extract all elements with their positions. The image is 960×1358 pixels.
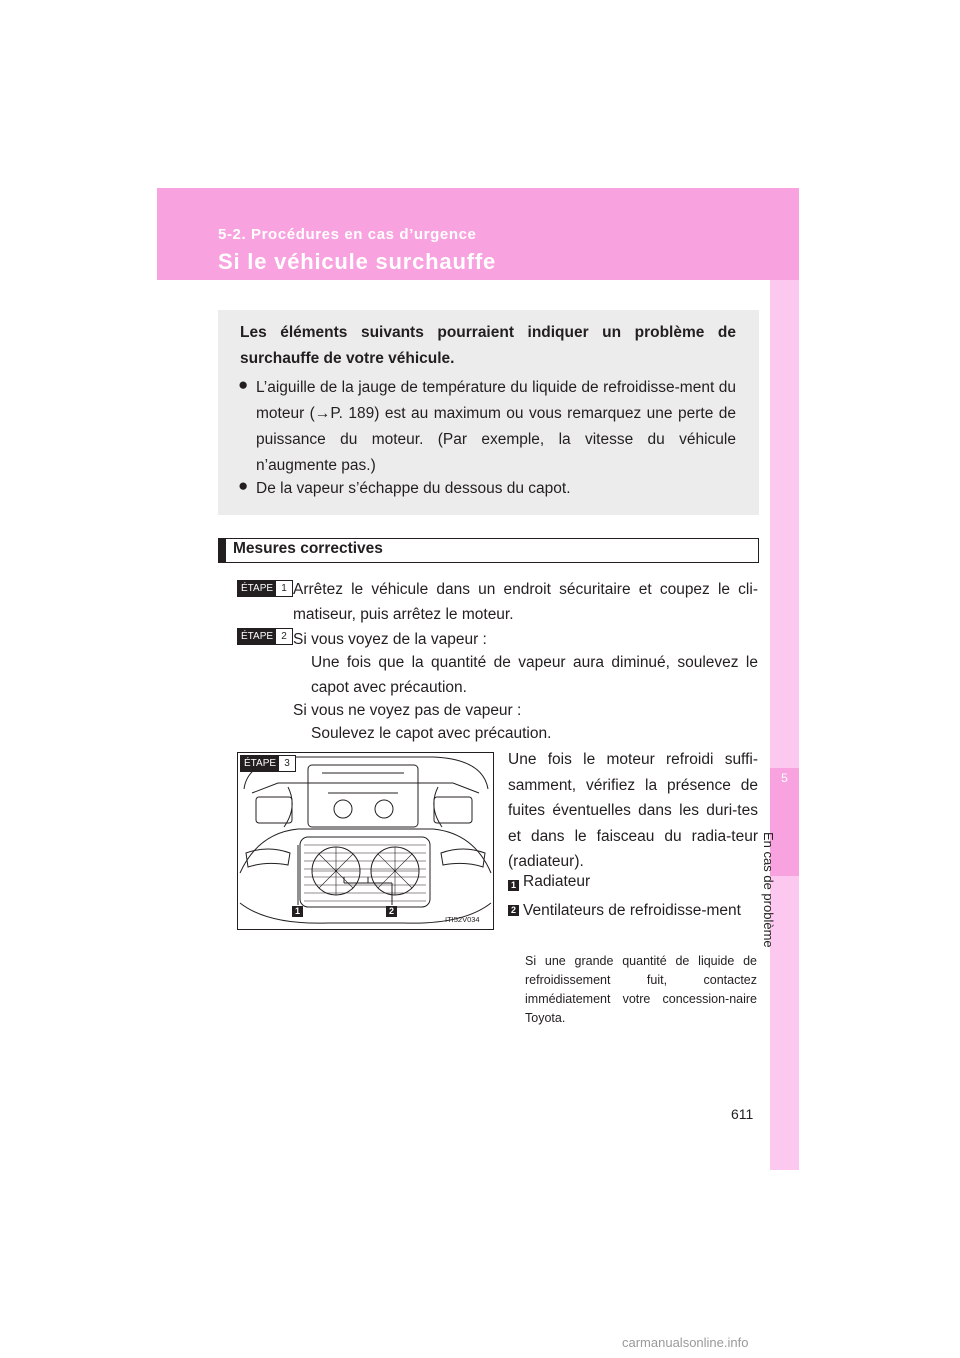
- side-tab: [770, 280, 799, 1170]
- watermark: carmanualsonline.info: [622, 1335, 749, 1350]
- note-text: Si une grande quantité de liquide de refroidissement fuit, contactez immédiatement votre concession-naire Toyota.: [525, 954, 757, 1025]
- info-intro: Les éléments suivants pourraient indiquer un problème de surchauffe de votre véhicule.: [240, 324, 736, 367]
- page-number: 611: [731, 1106, 754, 1122]
- step-badge-2: [237, 628, 293, 645]
- figure-code: ITI52V034: [445, 915, 480, 924]
- step-label: ÉTAPE: [238, 581, 276, 596]
- step-label: ÉTAPE: [238, 629, 276, 644]
- step-number: 1: [276, 581, 292, 596]
- step-badge-3: [240, 755, 296, 772]
- page-title: Si le véhicule surchauffe: [218, 249, 496, 274]
- step-2-if-vapor-action: Une fois que la quantité de vapeur aura diminué, soulevez le capot avec précaution.: [311, 654, 758, 696]
- legend-item-1: Radiateur: [523, 873, 591, 890]
- step-badge-1: [237, 580, 293, 597]
- callout-2: 2: [386, 906, 397, 917]
- step-2-if-no-vapor: Si vous ne voyez pas de vapeur :: [293, 702, 522, 719]
- engine-bay-drawing: [238, 753, 493, 929]
- step-number: 2: [276, 629, 292, 644]
- step-1-text: Arrêtez le véhicule dans un endroit sécuritaire et coupez le cli-matiseur, puis arrêtez le moteur.: [293, 581, 758, 623]
- legend-number-2: 2: [508, 905, 519, 916]
- engine-bay-illustration: [237, 752, 494, 930]
- subheading-title: Mesures correctives: [233, 540, 383, 557]
- bullet-icon: ●: [238, 476, 249, 495]
- chapter-number: 5: [781, 771, 788, 785]
- step-2-if-vapor: Si vous voyez de la vapeur :: [293, 631, 487, 648]
- step-2-if-no-vapor-action: Soulevez le capot avec précaution.: [311, 725, 552, 742]
- subheading-bar: [218, 538, 226, 563]
- info-bullet-2: De la vapeur s’échappe du dessous du capot.: [256, 480, 571, 497]
- bullet-icon: ●: [238, 375, 249, 394]
- info-bullet-1: L’aiguille de la jauge de température du liquide de refroidisse-ment du moteur (→P. 189) est au maximum ou vous remarquez une perte de puissance du moteur. (Par exemple, la vitesse du véhicule n’augmente pas.): [256, 379, 736, 474]
- step-3-text: Une fois le moteur refroidi suffi-samment, vérifiez la présence de fuites éventuelles dans les duri-tes et dans le faisceau du radia-teur (radiateur).: [508, 751, 758, 870]
- section-label: 5-2. Procédures en cas d’urgence: [218, 226, 477, 243]
- callout-1: 1: [292, 906, 303, 917]
- chapter-label: En cas de problème: [761, 832, 776, 948]
- legend-number-1: 1: [508, 880, 519, 891]
- legend-item-2: Ventilateurs de refroidisse-ment: [523, 902, 741, 919]
- step-number: 3: [279, 756, 295, 771]
- step-label: ÉTAPE: [241, 756, 279, 771]
